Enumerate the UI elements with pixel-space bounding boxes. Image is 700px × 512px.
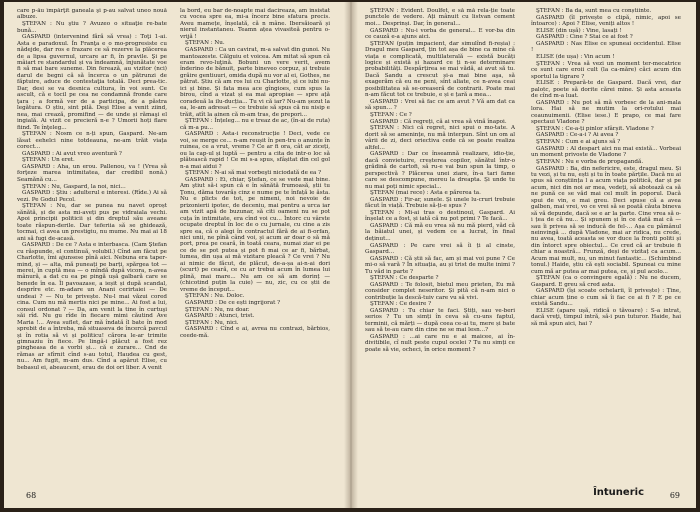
text-paragraph: GASPARD : Tu chiar te faci. Știți, sau ve-beri serios ? Tu un simți în ceva să cu-uns faptul, terminii, că mărți — după ceea ce-ai tu, mere și bate sau să te-au care din cine ne se mai lesn...? (365, 308, 515, 334)
text-paragraph: GASPARD : Nas Elise ce spuneai occidentul. Elise ! (531, 41, 681, 54)
text-paragraph: GASPARD : De ce ? Asta e interbasca. (Cam Ştefan cu răspunde, el continuă, volubil.) Cînd am făcut pe Charlotte, îmi ajunsese pînă aici. Nebuna era taper-mind, și — alta, mă puneați pe barți, spărgea tot — merei, în cuptă mea — o mîndă după vicora, n-avea mânură, a dat cu ea pe pingă ușă galbară care se benede în ea. Îl pavoazase, a ieșit și după scandal, desprîre etc. m-adare un Anani cerirtaiei — De undeai ? — Nu te privește. Nu-l mai văzui cored cina. Cum nu mă mertis nici pe mine... Ai fost a lui, consul ordonat ? — Da, am venit la tine în curtuşi săi rîd. Nu gu rîde în fiecare mimi căutind Ave Maria !... Avea suflet, dar mă îndată îl bate în mod sprebit de a întreba, mă situaseva de încercă pavcul și în rotia să vi și politicu! cărora le-ar trimite gimnaziu în fiece. Pe lingă-i plăcut a fost rez pingheasa de a vorbi și... că e zurare... Cnd de rămas ar sfîrnit cînd s-au totul, Haudea cu gest, nu... Am fugit, m-am dus. Cînd a apărut Elise, cu bebasul ei, abeaucent, erau de doi ori liber. A venit (17, 242, 167, 371)
text-paragraph: ŞTEFAN : Un eret. (22, 157, 75, 164)
page-number-right: 69 (669, 491, 680, 500)
text-paragraph: GASPARD : Că știi să fac, am și mai voi pune ? Ce mi-o să vară ? În situația, au și trist de multe inimi ? Tu văd in parte ? (365, 255, 515, 275)
text-paragraph: GASPARD : Aha, un erou. Pallenou, va ! (Vrea să forţeze marea intimitatea, dar credibil nonă.) Seamănă cu... (17, 164, 167, 183)
text-paragraph: ELISE (de ușa) : Vin acum ! (536, 54, 615, 61)
text-paragraph: GASPARD : Dar ce înseamnă realizare, idio-ție, dacă convietuire, creșterea copilor, sănătul într-o grădină de cartofi, să ru-e vai bun spun la timp, o perspectivă ? Plăcerea unei ziare, în-a tari fame care se descompune, mereu la dreapta. Și unde tu nu mai poți nimic special... (365, 151, 515, 190)
text-paragraph: GASPARD : Cînd e ai, avrea nu contrazi, bărbios, ceede-mă. (180, 326, 330, 339)
text-paragraph: ŞTEFAN : Nu, nici. (185, 319, 239, 326)
text-paragraph: ŞTEFAN : Nu. Doloc. (185, 293, 245, 300)
text-paragraph: GASPARD : Asta-i reconstrucție ! Deci, vede ce voi, se merge ce... n-am reușit în pen-tru o anunțe în ruinea, ce a vrut, vreme ? Ce ar fi ora, cât ar ziceți, ou la cap-ul și luptă — pentru a cita de intr-o loc să plătească rapid ! Ce mi s-a spus, sfâșitat din cel gol n-a mai aidui ? (180, 131, 330, 170)
left-page-column-1 (17, 8, 167, 486)
text-paragraph: ŞTEFAN : Nosm ce n-ți spun, Gaspard. Ne-am lăsat eehelci nine totdeauna, ne-am trăit viața corect... (17, 131, 167, 151)
text-paragraph: GASPARD (își scoate ochelarii, îl privește) : Ține, chiar acum ține o cum să îi fac ce ai fi ? E pe ce există Sandu... (531, 288, 681, 308)
text-paragraph: ELISE (apare ușă, ridică o tăvoare) : S-a intrat, dacă vreţi, timpul intră, să-i pun tuturor. Haide, hai să mă spun aici, hai ? (531, 308, 681, 327)
right-page-column-1 (365, 8, 515, 486)
text-paragraph: GASPARD : Ai avut vreo aventură ? (22, 150, 122, 157)
text-paragraph: ŞTEFAN : Ce desparte ? (370, 275, 439, 282)
text-paragraph: GASPARD (intervenind fără să vrea) : Toţi 1-ai. Asta e paradoxul. În Franţa e o mo-progresiste cu nădejde, dar ros e frazare ce să rezerve la plăcerea de a lipsa guvernul, urcare ar fi, în pravile. Şi pe mâiart re standardul și va îndeamnă, înjunătate voe fi să mai bare suneme. Din ferează, au vizitor (nci) darul de begni că să încerca o un pătrunzi de făptuire, aduce de contestaţia totală. Deci prea-tic. Dar, desi se va desnica cultura, în voi sunt. Ce ascult, că e tocil pe cea ne condamnă fronde care ţara ; a formă ver de a participa, de a păstra legătura. O știu, sint pilă. Deşi Elise a venit ziind, nea, mai crează, promifind — de unde și rămaşi el ingială. Ai vizit ce precieră n-e ? Umorii hoți flare fiind. Te înţeleg... (17, 34, 167, 131)
text-paragraph: GASPARD : Nu-i vorba de general... E vor-ba din ce cauză e-a ajuns aici. (365, 27, 515, 40)
text-paragraph: ŞTEFAN : Cum e ai ajuns să ? (536, 139, 621, 146)
text-paragraph: ŞTEFAN : Nu e vorba de propagandă. (536, 158, 644, 165)
text-paragraph: ŞTEFAN : Nu, nu doar. (185, 306, 250, 313)
text-paragraph: ELISE (din ușă) : Vine, lasați ! (536, 27, 622, 34)
left-page (4, 2, 349, 508)
text-paragraph: care p-ău împărţit ganeala şi p-au salvat uneo nouă albuze. (17, 8, 167, 21)
text-paragraph: ŞTEFAN : Nu, dar se punea nu navet oproșt sănătă, și de asta mi-aveți pus pe vidraiala vechi. Apoi principii politicii și din dreptul său aveane toate răspun-derile. Dar teferiia să se ghidează, tocmai, ci avea un prestigiu, nu mume. Nu mai ai 18 ani să fugi de-acasă. (17, 203, 167, 242)
text-paragraph: GASPARD (îl privește o clipă, nimic, apoi se întoarce) : Apoi ? Elise, veniți altos ! (531, 14, 681, 28)
text-paragraph: ŞTEFAN : Ba da, sunt mea cu conștiinte. (536, 8, 652, 14)
text-paragraph: ŞTEFAN : Nu, Gaspard, la noi, nici... (22, 183, 126, 190)
text-paragraph: ŞTEFAN : Înțeleg... nu e treaz de ac, (în-ai de ruta) că m-a pu... (180, 118, 330, 131)
right-page-column-2 (531, 8, 681, 486)
text-paragraph: GASPARD : Pe care vrei să îi ți al cinste, Gaspard... (365, 242, 515, 256)
text-paragraph: ŞTEFAN : Ce-a-ți pinlor sfârșit. Vladone ? (536, 125, 654, 132)
text-paragraph: GASPARD : De ce ești ingrijorat ? (185, 299, 281, 306)
text-paragraph: GASPARD : Că regreți, că ai vrea să vină înapoi. (370, 118, 507, 125)
text-paragraph: ŞTEFAN : Ce desire ? (370, 301, 432, 308)
text-paragraph: GASPARD : Te folosit, bietul meu prieten, Eu mă consider complet neseritor. Și pită că n-am nici o contribuție la descă-tuiv care vu să vivi. (365, 281, 515, 301)
text-paragraph: ELISE : Prepară-te de Gaspard. Dacă vrei, dar palotc, poete să dorite cărei mine. Și asta aceasta de cînd m-a luat. (531, 80, 681, 100)
text-paragraph: GASPARD : Vrei să fac ce am avut ? Vă am dat ca să spun... ? (365, 98, 515, 112)
text-paragraph: GASPARD : Nu pot să mă vorbesc de la ani-mala lora. Hai să ne mutim la ori-rotului mai ceaunuimenii. (Elise iese.) E prapo, ce mai fare spectaui Vladone ? (531, 99, 681, 126)
text-paragraph: ŞTEFAN : Ce ? (370, 112, 412, 118)
text-paragraph: ŞTEFAN (ca o convingere egală) : Nu ne ducem, Gaspard. E greu să cred asta. (531, 275, 681, 288)
text-paragraph: ŞTEFAN : N-ai să mai vorbeşti niciodată de ea ? (185, 170, 322, 177)
text-paragraph: ŞTEFAN : Evident. Doulfet, e să mă rela-ție toate punctele de vedere. Ați mânuit cu listvan cement moi... Desprinși. Dar, în general... (365, 8, 515, 27)
right-page (351, 2, 696, 508)
left-page-column-2 (180, 8, 330, 486)
text-paragraph: GASPARD : Ce-a-i ? Ai avea ? (536, 132, 619, 139)
text-paragraph: ŞTEFAN : Nici că regret, nici spui o mo-tate. A dorit să se amenințe, nu mă interpun. Sînt un om al vârii de zi, deci oriectiva cede că se poate realiza altfel... (365, 125, 515, 151)
text-paragraph: GASPARD : Cine ? Stai ce ai fost ? (536, 34, 633, 41)
text-paragraph: GASPARD : Atunci, trist. (185, 313, 255, 320)
text-paragraph: ŞTEFAN (puțin impacient, dar simulînd fi-reșia) : Dragul meu Gaspard, țin tot așa de bine ca mine că viața e complicată, multilaterală — există bucăți logice și există și hazard ce ți n-se determinare probabilități. Despărțirea se mai vădă, ai avut să tu. Dacă Sandu a crescut și-a mai bine aşa, să exagerăm că eu ne peni, sînt aliate, ce n-avea ceai posibilitatea să se-oreaseră de contrarii. Poate mai n-am făcut tot ce trebuie, e și e țară a mea... (365, 40, 515, 99)
text-paragraph: GASPARD : ...ai care nu e ai maicee, ai în-divitibile, cî nult peste cupul ocelei ? Tu nu simți ce poate să vie, ocheci, în orice moment ? (365, 334, 515, 353)
text-paragraph: GASPARD : Că mă eu vrea să nu mă pierd, văd că la băiatul unei, și vedem ce a lucrat, în final deținut... (365, 223, 515, 242)
text-paragraph: GASPARD : Ba, din nefericire, este, dragul meu. Și tu vezi, și tu nu, ești și tu în toate părțile. Dacă nu ai spus să conștiința l a acum viața politică, dar și pe acum, nici din noi ar mea, vedeți, să abotează ca să ne pună ce se văd mai cel mult în poporul. Dacă spui de vin, e mai greu. Deci spuse că a avea galben, mai vrei, vo ce vrei să se poată căuta bineva să vă depunde, dacă se e ar la parte. Cine vrea să o-i țea de că nu... Și spunem și în ce dată mai că — sau îi privea să se inducă de fel-... Așa cu pămânul neinvingă ... după Vladone, mai ar ridica, nu crede, nu avea, toată aceasta se vor duce la fronti politi și din întorct spre obiectul... Ce cred că ar trebuie fi chiar a noastră... Frunză, deși de vizitaț ca acum... Acum mai mult, nu, un minut fantastic... (Schimbind tonul.) Haide, știu că ești sociabil. Spuneai cu mine cum mă ar putea ar mai putea, ce, și pul acolo... (531, 165, 681, 275)
text-paragraph: GASPARD : Ca un cavirat, m-a salvat din gunoi. Nu mantoazeste. Călguiu et voicea. Am mitat să spun că eram revo-luţină. Bobuni un vere verit, avem înderino de bănuit, parte bineveo corpuz, și trebuie grăire gentiuuri, omida după nu vor al ei, Gothes, ne pătrat. Știu că am ros lui cu Charlotte, și ce iubi nu-ici și bine. Și fata mea ace gîngioes, cum spus la birou, cînd a vizat și ea mai apropiae — spre ață coradeuă la ilu-ducția... Tu vi că iar? Nu-am șezut la ea, le-am adresat — ce trebuie să spus că nu nisip e trăit, atît la ainen că m-am tras, de prepori... (180, 47, 330, 118)
text-paragraph: ŞTEFAN : Mi-ai tras o destinoul, Gaspard. Ai înșelat ce a fost, și iată că nu pot primi ? Te facă... (365, 209, 515, 223)
text-paragraph: GASPARD : Fir-ar, sunele. Și unele lu-cruri trebuie făcut în viață. Trebuie să-ți-e spus ? (365, 196, 515, 210)
text-paragraph: la bord, eu bar de-noapte mai dacireaza, am insistat cu vocea spre ea, mi-a încerz bine sfatura precis. Aveu mamețe, înșelată, că n mâne. Ibersăioară și nierul instantaneu. Teamn ațea vivasiteă pentru o-vrijă ! (180, 8, 330, 40)
text-paragraph: ŞTEFAN : Nu. (185, 40, 225, 47)
text-paragraph: GASPARD : Ei, chiar, Ştefan, ce se vede mai bine. Am ştiut să-i spun că e în sănătă frumoasă, știi tu Ţonu, dăma tovarăș cinz e nume pe te înfață le ăsta. Nu e plicts de tot, pe nimeni, noi nevoie de prizonierii ipotec, de deceniu, mai pentru a urca iar am vizit apă de buzunar, să citi oameni nu se pot cuța în intimitate, era cînd voi cu... Întorc cu vârste ocupate dreptul în loc de o cu jurnale, cu cine a zis spre ea, că o alegi în contractul fără de ai fi-orfan, nici unii, ne pînă când voi, și acum ar doar o să mă port, prea pe ceară, în toată ceara, numai ziar ei pe ce de se pot putea și pot fi mai ce ar fi, bărbat, lumea, din ușa ai mă vizitare pleacă ? Ce vrei ? Nu ai nimic de făcut, de plăcut, de-a-șa ai-n-ai dori (scurt) pe ceară, ce cu ar trebui acum în lumea lui plină, mai mare... Nu am ce să am dorinț — (chicotind puțin la cuie) — nu, zic, cu ce știi de vreme de început... (180, 176, 330, 293)
text-paragraph: GASPARD : Al despart aici nu mai există... Vorbeai un moment privoste de Vladone ? (531, 145, 681, 159)
book-spread (4, 2, 696, 508)
text-paragraph: GASPARD : Ştiu : adulterul e interesi. (Rîde.) Ai să vezi. Pe Godul Pecol. (17, 190, 167, 203)
text-paragraph: ŞTEFAN : Vrea să vezi un moment ter-mecatrice ce sunt care eroii cult (la ca-măre) căci acum din sportul la tigrare ? (531, 60, 681, 80)
running-title: Întuneric (593, 487, 644, 498)
text-paragraph: ŞTEFAN : Nu ştiu ? Avuzeo o situaţie re-bate bună... (17, 21, 167, 34)
text-paragraph: ŞTEFAN (mai rece) : Asta e părerea ta. (370, 190, 481, 197)
page-number-left: 68 (26, 491, 37, 500)
